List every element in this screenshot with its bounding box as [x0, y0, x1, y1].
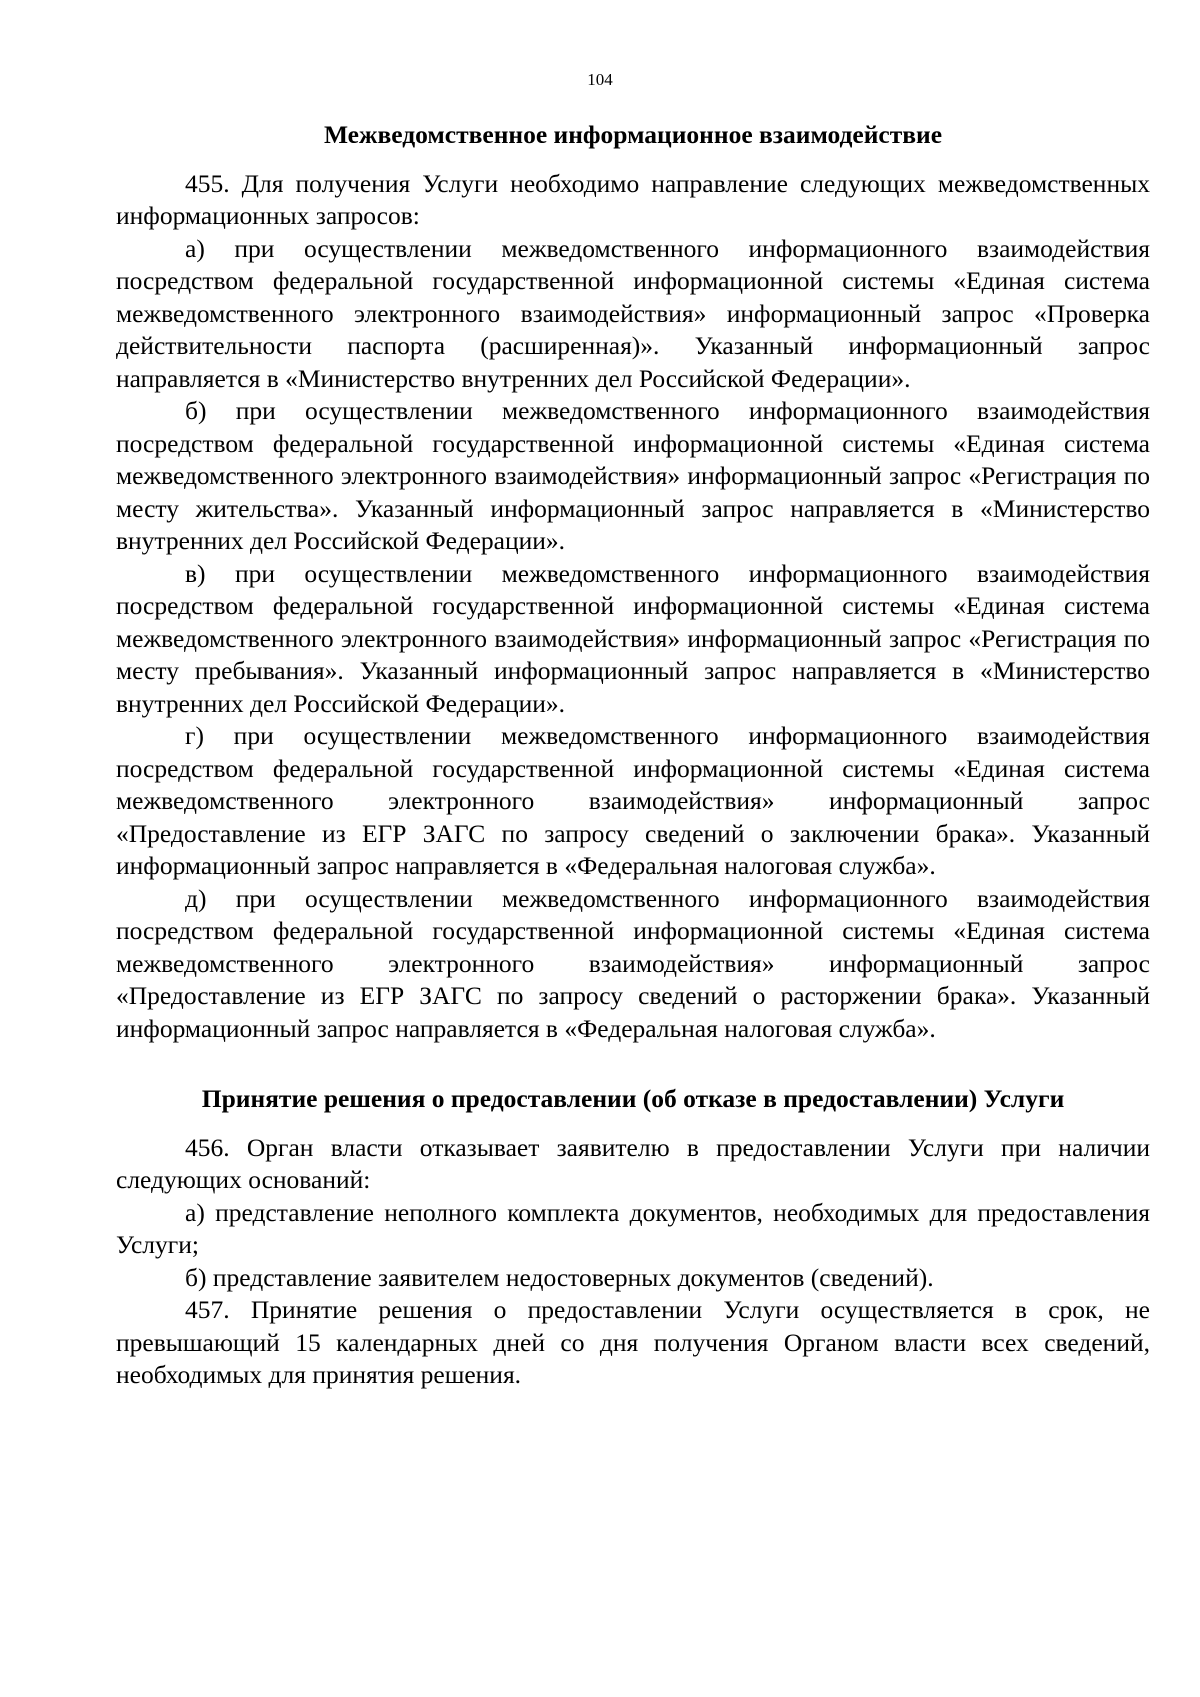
- paragraph-456-b: б) представление заявителем недостоверных документов (сведений).: [185, 1262, 934, 1292]
- paragraph-455-d: д) при осуществлении межведомственного информационного взаимодействия посредством федеральной государственной информационной системы «Единая система межведомственного электронного взаимодействия» информационный запрос «Предоставление из ЕГР ЗАГС по запросу сведений о расторжении брака». Указанный информационный запрос направляется в «Федеральная налоговая служба».: [116, 883, 1150, 1043]
- paragraph-455-v: в) при осуществлении межведомственного информационного взаимодействия посредством федеральной государственной информационной системы «Единая система межведомственного электронного взаимодействия» информационный запрос «Регистрация по месту пребывания». Указанный информационный запрос направляется в «Министерство внутренних дел Российской Федерации».: [116, 558, 1150, 718]
- paragraph-457: 457. Принятие решения о предоставлении Услуги осуществляется в срок, не превышающий 15 календарных дней со дня получения Органом власти всех сведений, необходимых для принятия решения.: [116, 1295, 1150, 1389]
- document-body: [116, 119, 1150, 1392]
- page-number: 104: [587, 70, 613, 89]
- paragraph-456: 456. Орган власти отказывает заявителю в предоставлении Услуги при наличии следующих оснований:: [116, 1132, 1150, 1194]
- paragraph-455-g: г) при осуществлении межведомственного информационного взаимодействия посредством федеральной государственной информационной системы «Единая система межведомственного электронного взаимодействия» информационный запрос «Предоставление из ЕГР ЗАГС по запросу сведений о заключении брака». Указанный информационный запрос направляется в «Федеральная налоговая служба».: [116, 721, 1150, 880]
- paragraph-456-a: а) представление неполного комплекта документов, необходимых для предоставления Услуги;: [116, 1197, 1150, 1259]
- paragraph-455: 455. Для получения Услуги необходимо направление следующих межведомственных информационных запросов:: [116, 168, 1150, 230]
- paragraph-455-b: б) при осуществлении межведомственного информационного взаимодействия посредством федеральной государственной информационной системы «Единая система межведомственного электронного взаимодействия» информационный запрос «Регистрация по месту жительства». Указанный информационный запрос направляется в «Министерство внутренних дел Российской Федерации».: [116, 396, 1150, 555]
- section-heading-interagency: Межведомственное информационное взаимодействие: [323, 120, 943, 149]
- paragraph-455-a: а) при осуществлении межведомственного информационного взаимодействия посредством федеральной государственной информационной системы «Единая система межведомственного электронного взаимодействия» информационный запрос «Проверка действительности паспорта (расширенная)». Указанный информационный запрос направляется в «Министерство внутренних дел Российской Федерации».: [116, 233, 1150, 393]
- section-heading-decision: Принятие решения о предоставлении (об отказе в предоставлении) Услуги: [201, 1084, 1065, 1113]
